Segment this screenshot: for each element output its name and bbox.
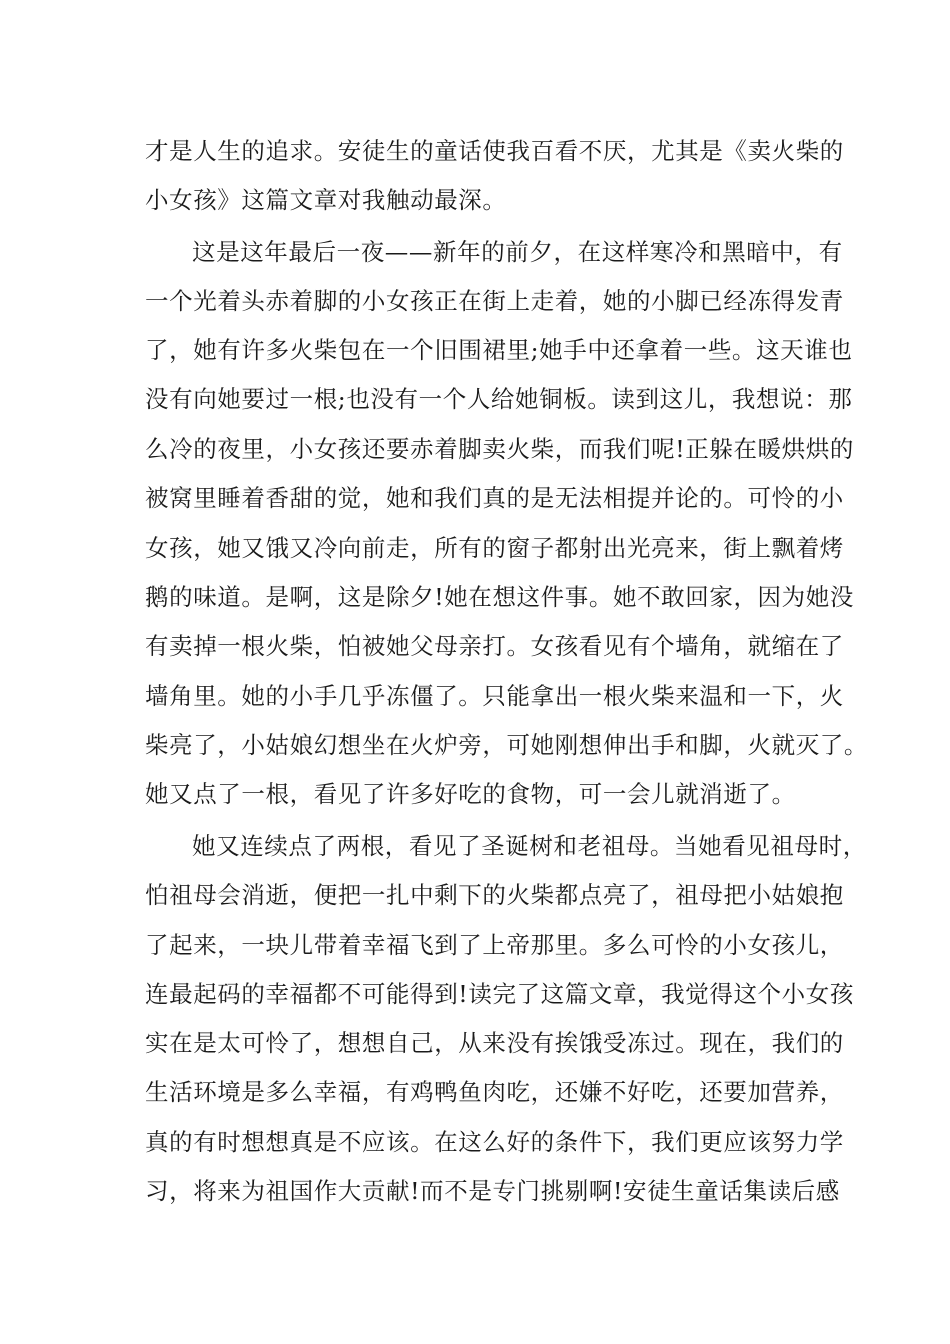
- text-line-13: 柴亮了，小姑娘幻想坐在火炉旁，可她刚想伸出手和脚，火就灭了。: [145, 731, 868, 759]
- text-line-16: 怕祖母会消逝，便把一扎中剩下的火柴都点亮了，祖母把小姑娘抱: [145, 881, 844, 909]
- text-line-8: 被窝里睡着香甜的觉，她和我们真的是无法相提并论的。可怜的小: [145, 484, 844, 512]
- text-line-11: 有卖掉一根火柴，怕被她父母亲打。女孩看见有个墙角，就缩在了: [145, 632, 844, 660]
- text-line-7: 么冷的夜里，小女孩还要赤着脚卖火柴，而我们呢!正躲在暖烘烘的: [145, 435, 854, 463]
- text-line-18: 连最起码的幸福都不可能得到!读完了这篇文章，我觉得这个小女孩: [145, 980, 854, 1008]
- text-line-6: 没有向她要过一根;也没有一个人给她铜板。读到这儿，我想说：那: [145, 385, 853, 413]
- text-line-14: 她又点了一根，看见了许多好吃的食物，可一会儿就消逝了。: [145, 780, 796, 808]
- text-line-10: 鹅的味道。是啊，这是除夕!她在想这件事。她不敢回家，因为她没: [145, 583, 854, 611]
- text-line-21: 真的有时想想真是不应该。在这么好的条件下，我们更应该努力学: [145, 1128, 844, 1156]
- text-line-19: 实在是太可怜了，想想自己，从来没有挨饿受冻过。现在，我们的: [145, 1029, 844, 1057]
- paragraph-start-line-3: 这是这年最后一夜——新年的前夕，在这样寒冷和黑暗中，有: [192, 238, 843, 266]
- text-line-2: 小女孩》这篇文章对我触动最深。: [145, 186, 507, 214]
- text-line-1: 才是人生的追求。安徒生的童话使我百看不厌，尤其是《卖火柴的: [145, 137, 844, 165]
- text-line-4: 一个光着头赤着脚的小女孩正在街上走着，她的小脚已经冻得发青: [145, 287, 844, 315]
- paragraph-start-line-15: 她又连续点了两根，看见了圣诞树和老祖母。当她看见祖母时，: [192, 832, 867, 860]
- text-line-17: 了起来，一块儿带着幸福飞到了上帝那里。多么可怜的小女孩儿，: [145, 931, 844, 959]
- text-line-20: 生活环境是多么幸福，有鸡鸭鱼肉吃，还嫌不好吃，还要加营养，: [145, 1078, 844, 1106]
- text-line-12: 墙角里。她的小手几乎冻僵了。只能拿出一根火柴来温和一下，火: [145, 682, 844, 710]
- text-line-9: 女孩，她又饿又冷向前走，所有的窗子都射出光亮来，街上飘着烤: [145, 534, 844, 562]
- text-line-5: 了，她有许多火柴包在一个旧围裙里;她手中还拿着一些。这天谁也: [145, 336, 853, 364]
- text-line-22: 习，将来为祖国作大贡献!而不是专门挑剔啊!安徒生童话集读后感: [145, 1177, 840, 1205]
